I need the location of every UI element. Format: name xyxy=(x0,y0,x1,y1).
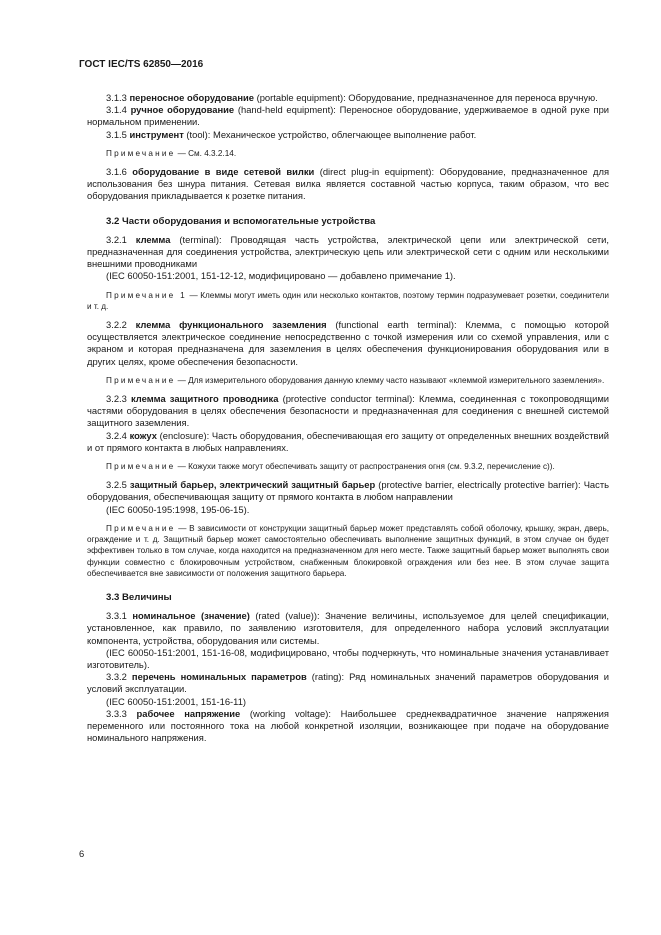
page-body xyxy=(87,92,609,744)
clause-3-3-3: 3.3.3 рабочее напряжение (working voltage): Наибольшее среднеквадратичное значение напряжения переменного или постоянного тока на любой конкретной изоляции, возникающее при подаче на оборудование номинального напряжения. xyxy=(87,707,609,744)
clause-3-3-2: 3.3.2 перечень номинальных параметров (rating): Ряд номинальных значений параметров оборудования и условий эксплуатации. xyxy=(87,671,610,695)
clause-3-2-5-ref: (IEC 60050-195:1998, 195-06-15). xyxy=(106,503,250,515)
clause-3-2-2: 3.2.2 клемма функционального заземления (functional earth terminal): Клемма, с помощью которой осуществляется электрическое соединение непосредственно с точкой измерения или со схемой управления, или с экраном и которая предназначена для заземления в целях обеспечения функционирования оборудования или в других целях, кроме обеспечения безопасности. xyxy=(87,319,609,367)
clause-3-2-1-ref: (IEC 60050-151:2001, 151-12-12, модифицировано — добавлено примечание 1). xyxy=(106,270,456,282)
clause-3-2-3: 3.2.3 клемма защитного проводника (protective conductor terminal): Клемма, соединенная с токопроводящими частями оборудования в целях обеспечения безопасности и предназначенная для соединения с внешней системой защитного заземления. xyxy=(87,393,610,429)
section-3-2-title: 3.2 Части оборудования и вспомогательные устройства xyxy=(106,215,376,227)
page-number: 6 xyxy=(79,848,85,859)
note-3-2-2: Примечание — Для измерительного оборудования данную клемму часто называют «клеммой измерительного заземления». xyxy=(106,375,605,385)
note-3-2-1: Примечание 1 — Клеммы могут иметь один или несколько контактов, поэтому термин подразумевает розетки, соединители и т. д. xyxy=(87,290,609,311)
clause-3-3-1-ref: (IEC 60050-151:2001, 151-16-08, модифицировано, чтобы подчеркнуть, что номинальные значения устанавливает изготовитель). xyxy=(87,646,609,670)
clause-3-2-4: 3.2.4 кожух (enclosure): Часть оборудования, обеспечивающая его защиту от определенных внешних воздействий и от прямого контакта в любых направлениях. xyxy=(87,429,609,453)
clause-3-2-1: 3.2.1 клемма (terminal): Проводящая часть устройства, электрической цепи или электрической сети, предназначенная для соединения устройства, электрическую цепь или электрической сети с одним или несколькими внешними проводниками xyxy=(87,233,609,270)
clause-3-1-5: 3.1.5 инструмент (tool): Механическое устройство, облегчающее выполнение работ. xyxy=(106,128,477,140)
clause-3-1-3: 3.1.3 переносное оборудование (portable equipment): Оборудование, предназначенное для переноса вручную. xyxy=(106,92,598,103)
clause-3-2-5: 3.2.5 защитный барьер, электрический защитный барьер (protective barrier, electrically protective barrier): Часть оборудования, обеспечивающая защиту от прямого контакта в любом направлении xyxy=(87,479,610,503)
clause-3-1-4: 3.1.4 ручное оборудование (hand-held equipment): Переносное оборудование, удерживаемое в одной руке при нормальном применении. xyxy=(87,104,610,128)
clause-3-3-2-ref: (IEC 60050-151:2001, 151-16-11) xyxy=(106,695,247,707)
document-header: ГОСТ IEC/TS 62850—2016 xyxy=(79,59,204,70)
section-3-3-title: 3.3 Величины xyxy=(106,591,172,603)
note-3-2-4: Примечание — Кожухи также могут обеспечивать защиту от распространения огня (см. 9.3.2, перечисление c)). xyxy=(106,462,555,472)
note-3-2-5: Примечание — В зависимости от конструкции защитный барьер может представлять собой оболочку, крышку, экран, дверь, ограждение и т. д. Защитный барьер может самостоятельно обеспечивать выполнение защитных функций, в этом случае он будет эффективен только в том случае, когда находится на предназначенном для него месте. Также защитный барьер может выполнять свои функции совместно с блокировочным устройством, снабженным блокировкой ограждения или без нее. В этом случае защита обеспечивается вне зависимости от положения защитного барьера. xyxy=(87,523,609,578)
clause-3-3-1: 3.3.1 номинальное (значение) (rated (value)): Значение величины, используемое для целей спецификации, установленное, как правило, по заявлению изготовителя, для определенного набора условий эксплуатации компонента, устройства, оборудования или системы. xyxy=(87,610,610,646)
clause-3-1-6: 3.1.6 оборудование в виде сетевой вилки (direct plug-in equipment): Оборудование, предназначенное для использования без шнура питания. Сетевая вилка является составной частью корпуса, таким образом, что вес оборудования прикладывается к розетке питания. xyxy=(87,166,610,202)
note-3-1-5: Примечание — См. 4.3.2.14. xyxy=(106,148,237,158)
